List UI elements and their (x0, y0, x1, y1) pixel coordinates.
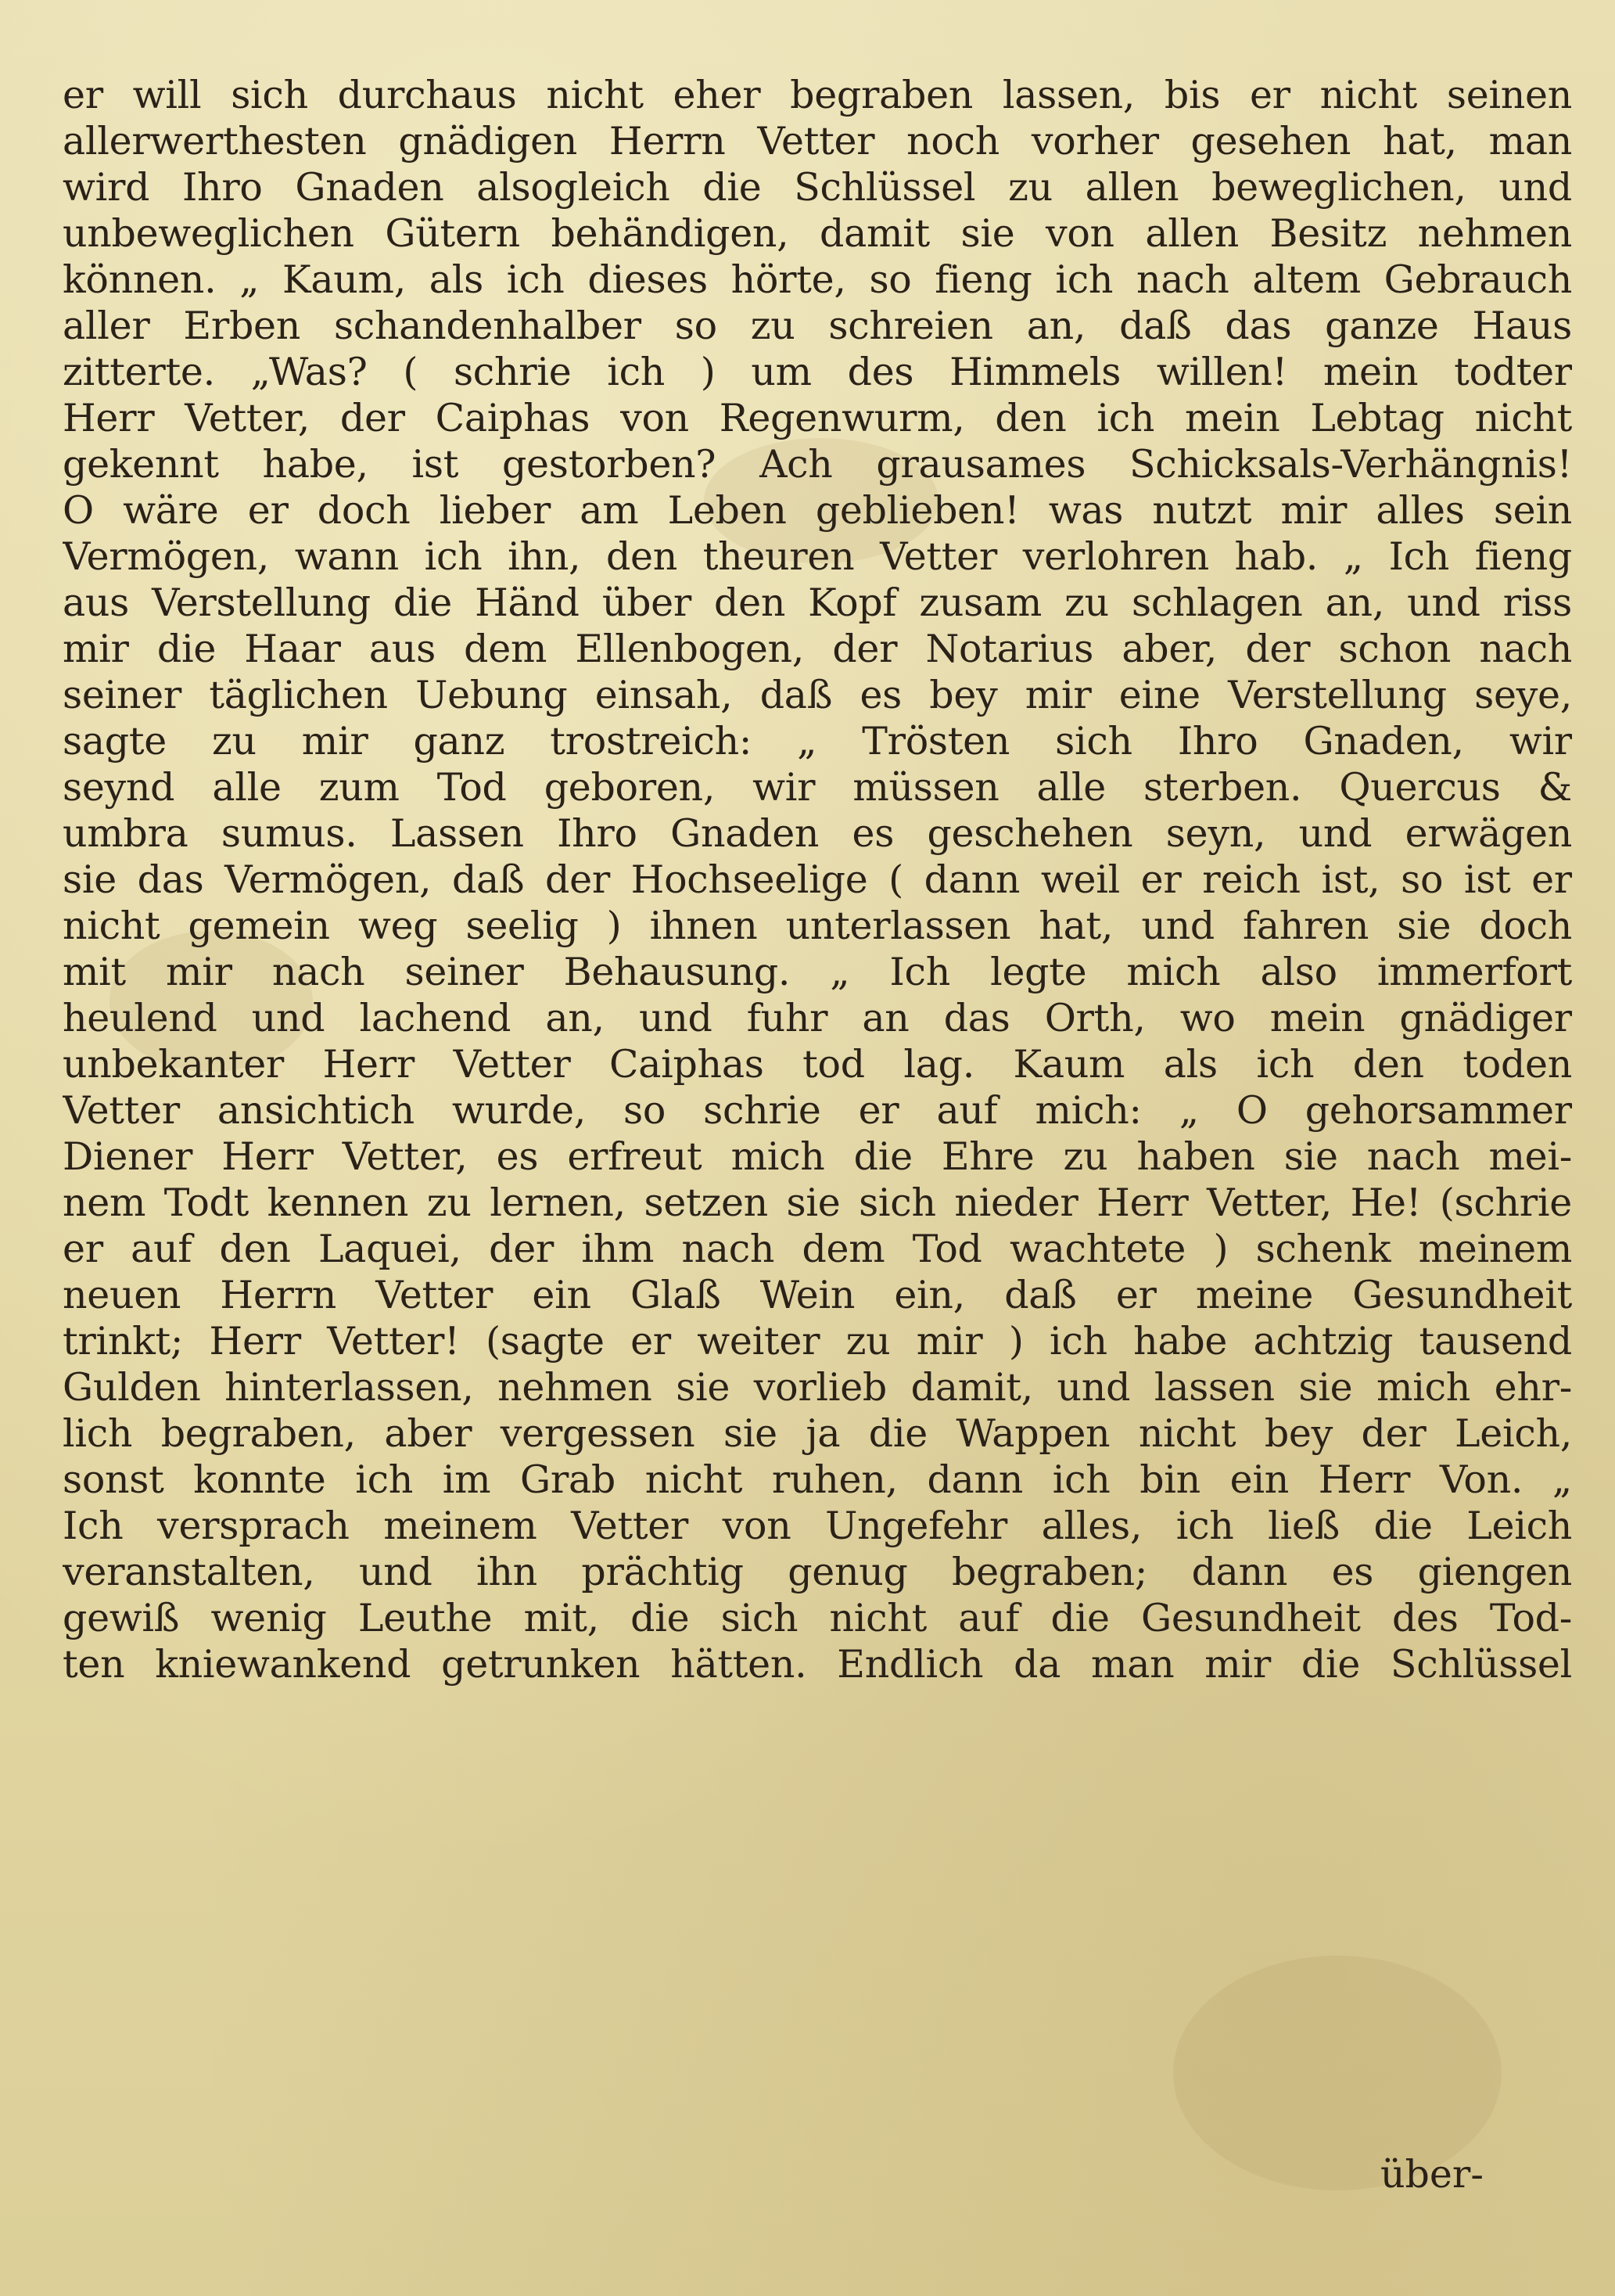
text-line: unbekanter Herr Vetter Caiphas tod lag. Kaum als ich den toden (63, 1042, 1572, 1087)
text-line: Vermögen, wann ich ihn, den theuren Vetter verlohren hab. „ Ich fieng (63, 534, 1572, 579)
text-line: O wäre er doch lieber am Leben geblieben! was nutzt mir alles sein (63, 488, 1572, 533)
text-line: gekennt habe, ist gestorben? Ach grausames Schicksals-Verhängnis! (63, 442, 1572, 487)
text-line: umbra sumus. Lassen Ihro Gnaden es geschehen seyn, und erwägen (63, 811, 1572, 856)
text-line: nicht gemein weg seelig ) ihnen unterlassen hat, und fahren sie doch (63, 904, 1572, 948)
text-line: aus Verstellung die Händ über den Kopf zusam zu schlagen an, und riss (63, 580, 1572, 625)
text-line: Herr Vetter, der Caiphas von Regenwurm, den ich mein Lebtag nicht (63, 396, 1572, 440)
text-line: mit mir nach seiner Behausung. „ Ich legte mich also immerfort (63, 950, 1572, 994)
text-line: zitterte. „Was? ( schrie ich ) um des Himmels willen! mein todter (63, 350, 1572, 394)
text-line: er auf den Laquei, der ihm nach dem Tod wachtete ) schenk meinem (63, 1227, 1572, 1271)
text-line: Gulden hinterlassen, nehmen sie vorlieb damit, und lassen sie mich ehr- (63, 1365, 1572, 1410)
text-line: Vetter ansichtich wurde, so schrie er auf mich: „ O gehorsammer (63, 1088, 1572, 1133)
text-line: sagte zu mir ganz trostreich: „ Trösten sich Ihro Gnaden, wir (63, 719, 1572, 764)
text-line: veranstalten, und ihn prächtig genug begraben; dann es giengen (63, 1550, 1572, 1594)
text-line: sie das Vermögen, daß der Hochseelige ( dann weil er reich ist, so ist er (63, 857, 1572, 902)
text-line: gewiß wenig Leuthe mit, die sich nicht auf die Gesundheit des Tod- (63, 1596, 1572, 1640)
text-line: trinkt; Herr Vetter! (sagte er weiter zu mir ) ich habe achtzig tausend (63, 1319, 1572, 1364)
text-line: können. „ Kaum, als ich dieses hörte, so fieng ich nach altem Gebrauch (63, 257, 1572, 302)
text-line: unbeweglichen Gütern behändigen, damit sie von allen Besitz nehmen (63, 211, 1572, 256)
text-line: heulend und lachend an, und fuhr an das Orth, wo mein gnädiger (63, 996, 1572, 1040)
text-line: aller Erben schandenhalber so zu schreien an, daß das ganze Haus (63, 304, 1572, 348)
body-text (63, 72, 1572, 1687)
catchword: über- (1380, 2152, 1484, 2197)
text-line: er will sich durchaus nicht eher begraben lassen, bis er nicht seinen (63, 73, 1572, 117)
text-line: seiner täglichen Uebung einsah, daß es bey mir eine Verstellung seye, (63, 673, 1572, 717)
text-line: Diener Herr Vetter, es erfreut mich die Ehre zu haben sie nach mei- (63, 1134, 1572, 1179)
text-line: allerwerthesten gnädigen Herrn Vetter noch vorher gesehen hat, man (63, 119, 1572, 163)
text-line: Ich versprach meinem Vetter von Ungefehr alles, ich ließ die Leich (63, 1504, 1572, 1548)
text-line: neuen Herrn Vetter ein Glaß Wein ein, daß er meine Gesundheit (63, 1273, 1572, 1317)
text-line: mir die Haar aus dem Ellenbogen, der Notarius aber, der schon nach (63, 627, 1572, 671)
text-line: seynd alle zum Tod geboren, wir müssen alle sterben. Quercus & (63, 765, 1572, 810)
text-line: lich begraben, aber vergessen sie ja die Wappen nicht bey der Leich, (63, 1411, 1572, 1456)
text-line: nem Todt kennen zu lernen, setzen sie sich nieder Herr Vetter, He! (schrie (63, 1180, 1572, 1225)
text-line: sonst konnte ich im Grab nicht ruhen, dann ich bin ein Herr Von. „ (63, 1457, 1572, 1502)
text-line: ten kniewankend getrunken hätten. Endlich da man mir die Schlüssel (63, 1642, 1572, 1687)
text-line: wird Ihro Gnaden alsogleich die Schlüssel zu allen beweglichen, und (63, 165, 1572, 210)
